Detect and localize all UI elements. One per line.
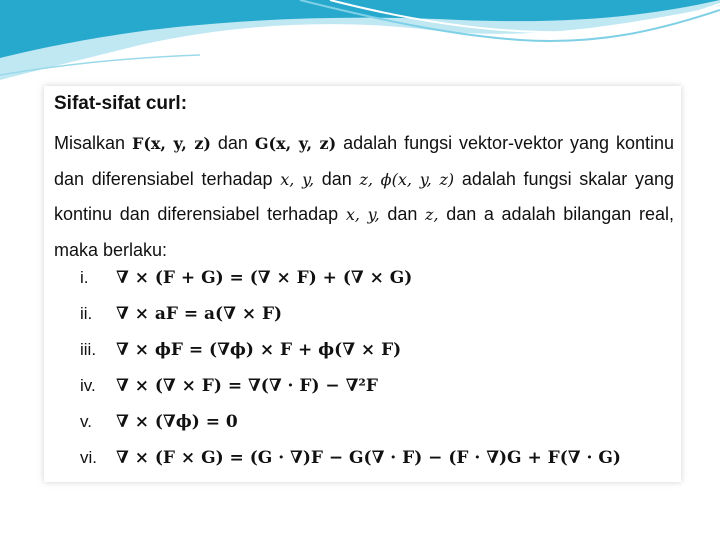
decorative-wave [0, 0, 720, 100]
para-text-2: dan [210, 133, 255, 153]
property-formula: ∇ × (∇ × F) = ∇(∇ · F) − ∇²F [116, 376, 378, 396]
property-item [80, 443, 621, 473]
variables-xy-1: x, y, [280, 169, 315, 189]
para-text-3: adalah fungsi vektor-vektor yang kontinu dan diferensiabel terhadap [54, 133, 674, 189]
property-formula: ∇ × aF = a(∇ × F) [116, 304, 283, 324]
section-heading: Sifat-sifat curl: [54, 93, 188, 114]
property-formula: ∇ × (F × G) = (G · ∇)F − G(∇ · F) − (F · ∇)G + F(∇ · G) [116, 448, 621, 468]
variables-xy-2: x, y, [345, 205, 380, 224]
variable-z-2: z, [425, 205, 439, 224]
para-text-6: adalah fungsi skalar yang kontinu dan diferensiabel terhadap [54, 168, 674, 224]
property-formula: ∇ × ϕF = (∇ϕ) × F + ϕ(∇ × F) [116, 340, 402, 360]
property-formula: ∇ × (F + G) = (∇ × F) + (∇ × G) [116, 268, 413, 288]
scalar-function-phi: ϕ(x, y, z) [380, 169, 455, 189]
property-number: iii. [80, 340, 97, 359]
property-number: i. [80, 268, 89, 287]
property-number: v. [80, 412, 92, 431]
para-text-7: dan [379, 204, 426, 224]
para-text-4: dan [314, 168, 360, 189]
property-item [80, 263, 412, 293]
para-text-8: dan a adalah bilangan real, maka berlaku: [54, 204, 674, 260]
property-item [80, 299, 282, 329]
property-number: vi. [80, 448, 97, 467]
property-number: iv. [80, 376, 96, 395]
para-text-1: Misalkan [54, 133, 132, 153]
definition-paragraph [54, 126, 674, 268]
property-item [80, 335, 401, 365]
property-item [80, 371, 378, 401]
vector-function-g: G(x, y, z) [254, 134, 337, 153]
vector-function-f: F(x, y, z) [131, 134, 211, 153]
property-number: ii. [80, 304, 93, 323]
variable-z-1: z, [359, 169, 373, 189]
para-text-5 [373, 169, 381, 189]
property-formula: ∇ × (∇ϕ) = 0 [116, 412, 238, 432]
property-item [80, 407, 238, 437]
